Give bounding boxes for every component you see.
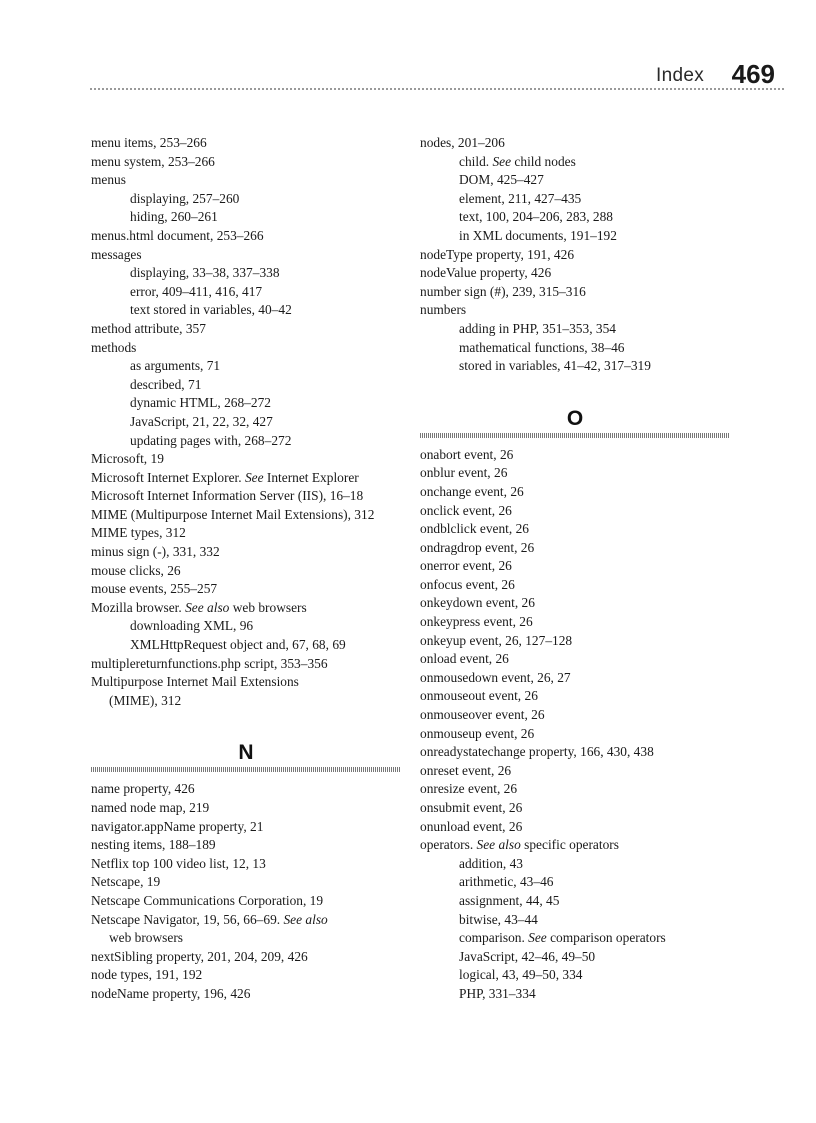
index-entry: Multipurpose Internet Mail Extensions bbox=[91, 674, 299, 690]
index-entry: onclick event, 26 bbox=[420, 502, 512, 518]
running-header bbox=[90, 56, 784, 90]
entry-list bbox=[91, 780, 401, 1003]
index-subentry: XMLHttpRequest object and, 67, 68, 69 bbox=[130, 637, 346, 653]
index-subentry: text, 100, 204–206, 283, 288 bbox=[459, 209, 613, 225]
index-entry: mouse clicks, 26 bbox=[91, 562, 181, 578]
index-entry: messages bbox=[91, 246, 142, 262]
index-entry: onmouseout event, 26 bbox=[420, 688, 538, 704]
entry-text: comparison operators bbox=[546, 930, 666, 946]
entry-list bbox=[420, 134, 730, 376]
index-entry: nesting items, 188–189 bbox=[91, 837, 216, 853]
index-subentry: described, 71 bbox=[130, 376, 202, 392]
index-entry: onload event, 26 bbox=[420, 651, 509, 667]
index-entry: Microsoft Internet Information Server (IIS), 16–18 bbox=[91, 488, 364, 504]
cross-reference: See bbox=[244, 469, 264, 485]
index-entry: onabort event, 26 bbox=[420, 446, 514, 462]
index-entry: onmousedown event, 26, 27 bbox=[420, 669, 571, 685]
cross-reference: See bbox=[492, 153, 512, 169]
entry-text: Mozilla browser. bbox=[91, 599, 186, 615]
index-subentry: dynamic HTML, 268–272 bbox=[130, 395, 271, 411]
index-subentry: JavaScript, 21, 22, 32, 427 bbox=[130, 413, 273, 429]
index-entry: onfocus event, 26 bbox=[420, 576, 515, 592]
page-number: 469 bbox=[731, 59, 775, 89]
index-subentry bbox=[420, 153, 730, 172]
index-subentry: updating pages with, 268–272 bbox=[130, 432, 292, 448]
index-entry: web browsers bbox=[109, 930, 184, 946]
index-entry: menu system, 253–266 bbox=[91, 153, 215, 169]
index-entry bbox=[91, 469, 401, 488]
index-entry: name property, 426 bbox=[91, 781, 195, 797]
index-entry: Netscape Communications Corporation, 19 bbox=[91, 892, 324, 908]
index-entry: Netscape, 19 bbox=[91, 874, 161, 890]
index-subentry: displaying, 33–38, 337–338 bbox=[130, 265, 280, 281]
index-entry: named node map, 219 bbox=[91, 800, 210, 815]
cross-reference: See also bbox=[185, 599, 230, 615]
index-entry: nodeName property, 196, 426 bbox=[91, 985, 251, 1001]
index-entry: methods bbox=[91, 339, 137, 355]
index-column-right bbox=[420, 134, 730, 1004]
running-title: Index bbox=[656, 65, 704, 86]
index-entry: MIME types, 312 bbox=[91, 525, 186, 541]
index-entry: navigator.appName property, 21 bbox=[91, 818, 264, 834]
index-subentry: stored in variables, 41–42, 317–319 bbox=[459, 358, 651, 374]
index-entry: onmouseup event, 26 bbox=[420, 725, 535, 741]
index-entry: ondragdrop event, 26 bbox=[420, 539, 535, 555]
index-entry: onchange event, 26 bbox=[420, 483, 524, 499]
index-entry: onerror event, 26 bbox=[420, 558, 512, 574]
index-entry: onkeyup event, 26, 127–128 bbox=[420, 632, 573, 648]
index-subentry: as arguments, 71 bbox=[130, 358, 221, 374]
index-subentry: element, 211, 427–435 bbox=[459, 190, 582, 206]
entry-text: child. bbox=[459, 153, 493, 169]
index-entry: menus bbox=[91, 172, 126, 188]
index-subentry: mathematical functions, 38–46 bbox=[459, 339, 625, 355]
index-subentry: DOM, 425–427 bbox=[459, 172, 544, 188]
index-entry bbox=[91, 599, 401, 618]
index-entry: menu items, 253–266 bbox=[91, 135, 207, 150]
index-entry: onkeydown event, 26 bbox=[420, 595, 535, 611]
index-subentry: logical, 43, 49–50, 334 bbox=[459, 967, 583, 983]
index-entry: onsubmit event, 26 bbox=[420, 800, 523, 815]
index-entry: onblur event, 26 bbox=[420, 465, 508, 481]
index-entry: Microsoft, 19 bbox=[91, 451, 164, 467]
index-subentry: addition, 43 bbox=[459, 855, 523, 871]
index-entry: multiplereturnfunctions.php script, 353–356 bbox=[91, 655, 328, 671]
index-entry: minus sign (-), 331, 332 bbox=[91, 544, 220, 560]
index-entry: nodeType property, 191, 426 bbox=[420, 246, 575, 262]
index-entry: node types, 191, 192 bbox=[91, 967, 203, 983]
index-subentry: adding in PHP, 351–353, 354 bbox=[459, 320, 616, 336]
index-entry: menus.html document, 253–266 bbox=[91, 227, 264, 243]
cross-reference: See bbox=[528, 930, 547, 946]
entry-text: specific operators bbox=[520, 837, 619, 853]
index-entry: onunload event, 26 bbox=[420, 818, 523, 834]
section-rule bbox=[91, 767, 401, 772]
index-subentry: text stored in variables, 40–42 bbox=[130, 302, 292, 318]
index-entry bbox=[91, 911, 401, 930]
index-column-left bbox=[91, 134, 401, 1004]
index-entry: onmouseover event, 26 bbox=[420, 707, 545, 723]
index-subentry: hiding, 260–261 bbox=[130, 209, 218, 225]
index-subentry: bitwise, 43–44 bbox=[459, 911, 538, 927]
entry-text: comparison. bbox=[459, 930, 529, 946]
index-subentry: error, 409–411, 416, 417 bbox=[130, 283, 263, 299]
section-n bbox=[91, 741, 401, 1003]
cross-reference: See also bbox=[283, 911, 328, 927]
index-entry: method attribute, 357 bbox=[91, 320, 206, 336]
index-entry: onreadystatechange property, 166, 430, 438 bbox=[420, 744, 654, 760]
index-entry: onreset event, 26 bbox=[420, 762, 512, 778]
index-entry bbox=[420, 836, 730, 855]
index-subentry: PHP, 331–334 bbox=[459, 985, 536, 1001]
index-subentry bbox=[420, 929, 730, 948]
index-subentry: arithmetic, 43–46 bbox=[459, 874, 554, 890]
entry-text: web browsers bbox=[229, 599, 307, 615]
index-subentry: assignment, 44, 45 bbox=[459, 892, 560, 908]
index-entry: mouse events, 255–257 bbox=[91, 581, 218, 597]
index-entry: (MIME), 312 bbox=[109, 692, 182, 708]
index-entry: nodeValue property, 426 bbox=[420, 265, 552, 281]
entry-text: Netscape Navigator, 19, 56, 66–69. bbox=[91, 911, 284, 927]
entry-list bbox=[91, 134, 401, 710]
index-entry: onkeypress event, 26 bbox=[420, 614, 533, 630]
section-o bbox=[420, 407, 730, 1004]
cross-reference: See also bbox=[476, 837, 521, 853]
index-entry: MIME (Multipurpose Internet Mail Extensions), 312 bbox=[91, 506, 375, 522]
entry-text: child nodes bbox=[511, 153, 576, 169]
index-entry: number sign (#), 239, 315–316 bbox=[420, 283, 586, 299]
index-subentry: in XML documents, 191–192 bbox=[459, 227, 617, 243]
entry-text: Microsoft Internet Explorer. bbox=[91, 469, 245, 485]
index-entry: nodes, 201–206 bbox=[420, 135, 505, 150]
index-entry: Netflix top 100 video list, 12, 13 bbox=[91, 855, 266, 871]
index-entry: ondblclick event, 26 bbox=[420, 521, 529, 537]
index-subentry: displaying, 257–260 bbox=[130, 190, 240, 206]
section-heading-o: O bbox=[566, 406, 584, 430]
index-entry: numbers bbox=[420, 302, 467, 318]
section-heading-n: N bbox=[238, 741, 254, 765]
index-entry: nextSibling property, 201, 204, 209, 426 bbox=[91, 948, 308, 964]
entry-list bbox=[420, 446, 730, 1004]
entry-text: operators. bbox=[420, 837, 477, 853]
index-subentry: downloading XML, 96 bbox=[130, 618, 254, 634]
index-entry: onresize event, 26 bbox=[420, 781, 518, 797]
entry-text: Internet Explorer bbox=[263, 469, 359, 485]
section-rule bbox=[420, 433, 730, 438]
index-subentry: JavaScript, 42–46, 49–50 bbox=[459, 948, 596, 964]
